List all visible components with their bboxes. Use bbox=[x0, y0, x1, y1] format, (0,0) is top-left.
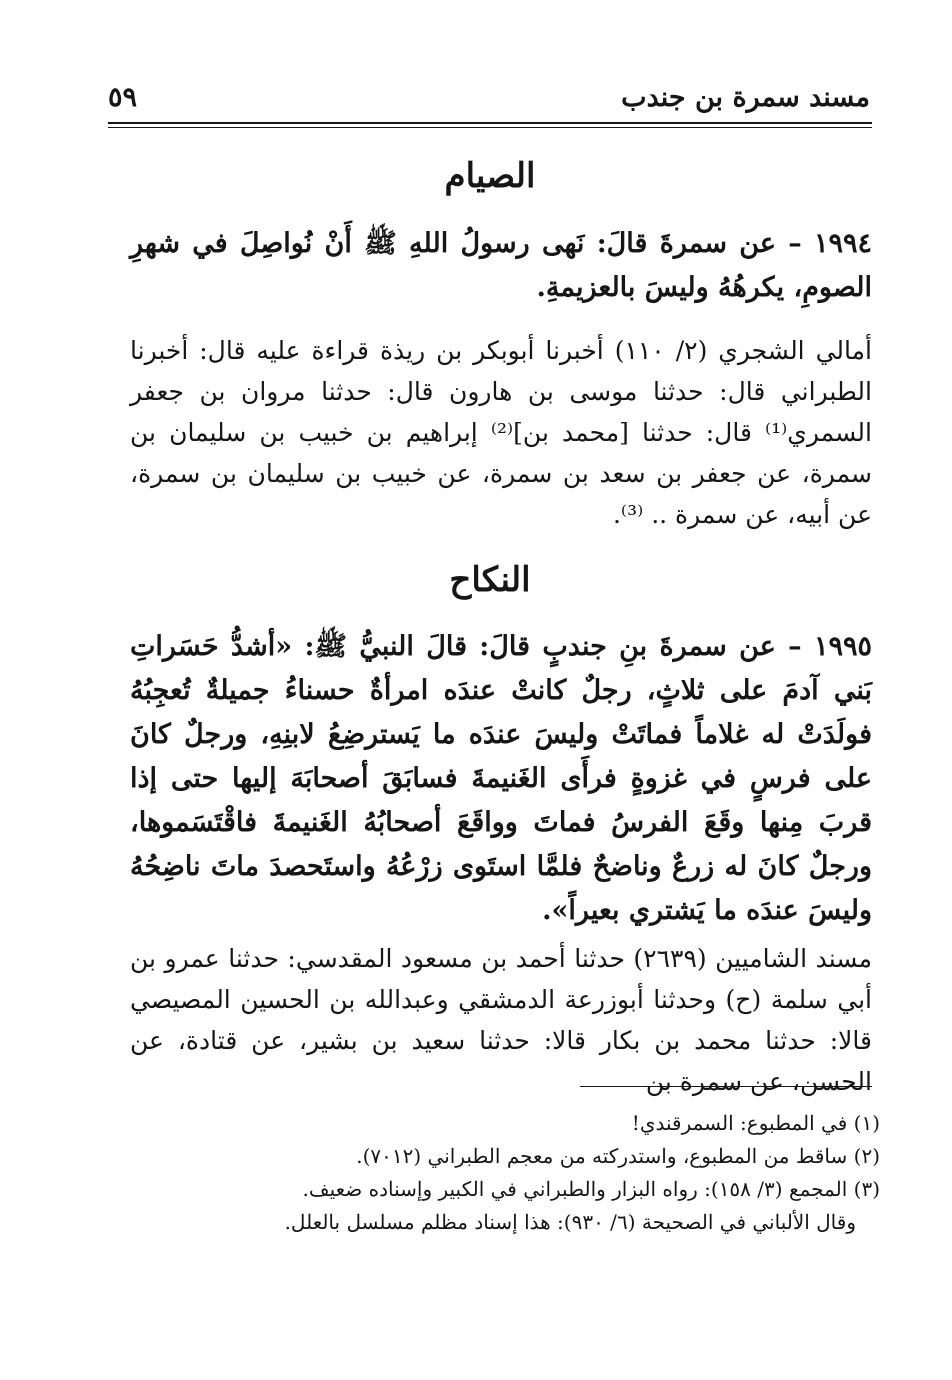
footnote-1: (١) في المطبوع: السمرقندي! bbox=[631, 1111, 880, 1135]
hadith-1994: ١٩٩٤ – عن سمرةَ قالَ: نَهى رسولُ اللهِ ﷺ أَنْ نُواصِلَ في شهرِ الصومِ، يكرهُهُ وليسَ بالعزيمةِ. bbox=[130, 228, 872, 303]
header-rule-thin bbox=[108, 127, 872, 128]
page-header bbox=[108, 78, 870, 124]
page-number: ٥٩ bbox=[108, 82, 138, 113]
section-title-fasting: الصيام bbox=[444, 156, 536, 196]
footnote-separator bbox=[580, 1086, 872, 1087]
section-title-marriage: النكاح bbox=[449, 560, 531, 600]
source-1995: مسند الشاميين (٢٦٣٩) حدثنا أحمد بن مسعود المقدسي: حدثنا عمرو بن أبي سلمة (ح) وحدثنا أبوزرعة الدمشقي وعبدالله بن الحسين المصيصي قالا: حدثنا محمد بن بكار قالا: حدثنا سعيد بن بشير، عن قتادة، عن الحسن، عن سمرة بن bbox=[130, 944, 872, 1096]
footnote-2: (٢) ساقط من المطبوع، واستدركته من معجم الطبراني (٧٠١٢). bbox=[356, 1144, 880, 1168]
running-title: مسند سمرة بن جندب bbox=[621, 82, 870, 113]
footnotes bbox=[200, 1107, 880, 1239]
footnote-3: (٣) المجمع (٣/ ١٥٨): رواه البزار والطبراني في الكبير وإسناده ضعيف. bbox=[302, 1177, 880, 1201]
header-rule bbox=[108, 122, 872, 124]
source-1994: أمالي الشجري (٢/ ١١٠) أخبرنا أبوبكر بن ريذة قراءة عليه قال: أخبرنا الطبراني قال: حدثنا موسى بن هارون قال: حدثنا مروان بن جعفر السمري⁽¹⁾ قال: حدثنا [محمد بن]⁽²⁾ إبراهيم بن خبيب بن سليمان بن سمرة، عن جعفر بن سعد بن سمرة، عن خبيب بن سليمان بن سمرة، عن أبيه، عن سمرة .. ⁽³⁾. bbox=[130, 336, 872, 529]
footnote-3-continuation: وقال الألباني في الصحيحة (٦/ ٩٣٠): هذا إسناد مظلم مسلسل بالعلل. bbox=[284, 1210, 856, 1234]
hadith-1995: ١٩٩٥ – عن سمرةَ بنِ جندبٍ قالَ: قالَ النبيُّ ﷺ: «أشدُّ حَسَراتِ بَني آدمَ على ثلاثٍ، رجلٌ كانتْ عندَه امرأةٌ حسناءُ جميلةٌ تُعجِبُهُ فولَدَتْ له غلاماً فماتَتْ وليسَ عندَه ما يَسترضِعُ لابنِهِ، ورجلٌ كانَ على فرسٍ في غزوةٍ فرأَى الغَنيمةَ فسابَقَ أصحابَهَ إليها حتى إذا قربَ مِنها وقَعَ الفرسُ فماتَ وواقَعَ أصحابُهُ الغَنيمةَ فاقْتَسَموها، ورجلٌ كانَ له زرعٌ وناضحٌ فلمَّا استَوى زرْعُهُ واستَحصدَ ماتَ ناضِحُهُ وليسَ عندَه ما يَشتري بعيراً». bbox=[130, 631, 872, 926]
